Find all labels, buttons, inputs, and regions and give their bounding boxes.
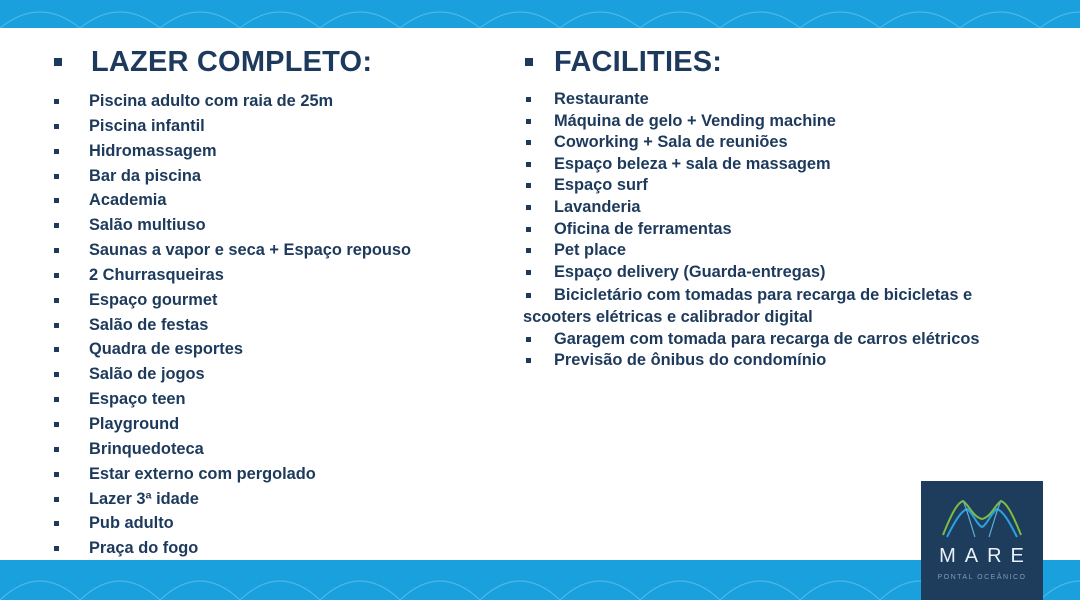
leisure-heading-text: LAZER COMPLETO: bbox=[91, 45, 373, 78]
list-item bbox=[52, 114, 492, 139]
bullet-icon bbox=[526, 227, 531, 232]
bullet-icon bbox=[526, 358, 531, 363]
bullet-icon bbox=[54, 99, 59, 104]
list-item-label: Garagem com tomada para recarga de carros elétricos bbox=[554, 329, 980, 348]
bullet-icon bbox=[526, 337, 531, 342]
list-item bbox=[52, 288, 492, 313]
bullet-icon bbox=[526, 248, 531, 253]
bullet-icon bbox=[526, 119, 531, 124]
heading-bullet bbox=[525, 58, 533, 66]
bullet-icon bbox=[54, 149, 59, 154]
list-item bbox=[523, 154, 1003, 176]
wave-pattern-bottom bbox=[0, 560, 1080, 600]
list-item bbox=[52, 487, 492, 512]
wave-pattern-top bbox=[0, 0, 1080, 28]
list-item-label: Espaço beleza + sala de massagem bbox=[554, 154, 831, 173]
list-item-label: Oficina de ferramentas bbox=[554, 219, 732, 238]
mare-logo bbox=[921, 481, 1043, 600]
bullet-icon bbox=[54, 323, 59, 328]
bullet-icon bbox=[526, 205, 531, 210]
list-item-label: Espaço gourmet bbox=[89, 290, 218, 309]
list-item-label: Espaço delivery (Guarda-entregas) bbox=[554, 262, 826, 281]
list-item-label: Pet place bbox=[554, 241, 626, 260]
leisure-heading bbox=[52, 40, 492, 84]
bottom-wave-band bbox=[0, 560, 1080, 600]
bullet-icon bbox=[54, 422, 59, 427]
top-wave-band bbox=[0, 0, 1080, 28]
bullet-icon bbox=[526, 293, 531, 298]
list-item-label: Piscina adulto com raia de 25m bbox=[89, 92, 334, 110]
bullet-icon bbox=[526, 97, 531, 102]
list-item-label: Saunas a vapor e seca + Espaço repouso bbox=[89, 241, 412, 260]
list-item bbox=[523, 89, 1003, 111]
bullet-icon bbox=[526, 183, 531, 188]
list-item-label: Praça do fogo bbox=[89, 539, 199, 558]
list-item bbox=[52, 89, 492, 114]
bullet-icon bbox=[54, 372, 59, 377]
list-item bbox=[52, 263, 492, 288]
list-item bbox=[52, 387, 492, 412]
list-item-label: Estar externo com pergolado bbox=[89, 464, 316, 483]
list-item bbox=[52, 536, 492, 561]
list-item bbox=[52, 213, 492, 238]
bullet-icon bbox=[54, 521, 59, 526]
list-item bbox=[52, 362, 492, 387]
list-item bbox=[523, 283, 993, 328]
list-item bbox=[52, 462, 492, 487]
bullet-icon bbox=[526, 162, 531, 167]
list-item-label: Previsão de ônibus do condomínio bbox=[554, 351, 827, 370]
list-item bbox=[523, 175, 1003, 197]
bullet-icon bbox=[54, 248, 59, 253]
list-item-label: Playground bbox=[89, 414, 180, 433]
list-item-label: Salão de festas bbox=[89, 315, 209, 334]
list-item-label: Coworking + Sala de reuniões bbox=[554, 133, 788, 152]
list-item-label: Pub adulto bbox=[89, 514, 174, 533]
facilities-list bbox=[523, 89, 1003, 372]
logo-tagline: PONTAL OCEÂNICO bbox=[937, 574, 1027, 581]
wave-mark-icon bbox=[941, 495, 1023, 539]
bullet-icon bbox=[54, 347, 59, 352]
list-item bbox=[52, 337, 492, 362]
list-item-label: Espaço surf bbox=[554, 176, 648, 195]
bullet-icon bbox=[54, 397, 59, 402]
bullet-icon bbox=[54, 174, 59, 179]
list-item-label: Piscina infantil bbox=[89, 116, 205, 135]
list-item-label: Restaurante bbox=[554, 90, 649, 108]
list-item bbox=[52, 412, 492, 437]
list-item bbox=[52, 188, 492, 213]
list-item bbox=[523, 197, 1003, 219]
bullet-icon bbox=[54, 546, 59, 551]
list-item bbox=[523, 329, 1003, 351]
bullet-icon bbox=[526, 140, 531, 145]
leisure-list bbox=[52, 89, 492, 561]
list-item bbox=[523, 262, 1003, 284]
list-item bbox=[52, 511, 492, 536]
bullet-icon bbox=[54, 497, 59, 502]
list-item-label: Espaço teen bbox=[89, 390, 186, 409]
list-item-label: Hidromassagem bbox=[89, 141, 217, 160]
list-item-label: Lazer 3ª idade bbox=[89, 489, 199, 508]
list-item-label: Brinquedoteca bbox=[89, 439, 204, 458]
list-item bbox=[523, 240, 1003, 262]
heading-bullet bbox=[54, 58, 62, 66]
list-item-label: Lavanderia bbox=[554, 197, 641, 216]
list-item bbox=[52, 139, 492, 164]
list-item bbox=[523, 132, 1003, 154]
bullet-icon bbox=[54, 223, 59, 228]
list-item bbox=[52, 313, 492, 338]
facilities-heading bbox=[523, 40, 1003, 84]
logo-wordmark: MARE bbox=[939, 545, 1033, 567]
bullet-icon bbox=[54, 298, 59, 303]
list-item-label: Bar da piscina bbox=[89, 166, 202, 185]
facilities-heading-text: FACILITIES: bbox=[554, 45, 723, 78]
list-item-label: Academia bbox=[89, 191, 167, 210]
bullet-icon bbox=[54, 124, 59, 129]
list-item-label: Bicicletário com tomadas para recarga de bicicletas e scooters elétricas e calibrador digital bbox=[523, 286, 973, 326]
list-item bbox=[523, 219, 1003, 241]
bullet-icon bbox=[54, 447, 59, 452]
list-item bbox=[523, 350, 1003, 372]
bullet-icon bbox=[54, 273, 59, 278]
list-item bbox=[52, 238, 492, 263]
list-item-label: Salão de jogos bbox=[89, 365, 205, 384]
leisure-column bbox=[52, 40, 492, 561]
list-item-label: Quadra de esportes bbox=[89, 340, 243, 359]
list-item bbox=[52, 164, 492, 189]
list-item bbox=[52, 437, 492, 462]
list-item bbox=[523, 111, 1003, 133]
list-item-label: Salão multiuso bbox=[89, 216, 206, 235]
list-item-label: 2 Churrasqueiras bbox=[89, 265, 224, 284]
bullet-icon bbox=[54, 198, 59, 203]
bullet-icon bbox=[54, 472, 59, 477]
facilities-column bbox=[523, 40, 1003, 372]
list-item-label: Máquina de gelo + Vending machine bbox=[554, 111, 836, 130]
bullet-icon bbox=[526, 270, 531, 275]
